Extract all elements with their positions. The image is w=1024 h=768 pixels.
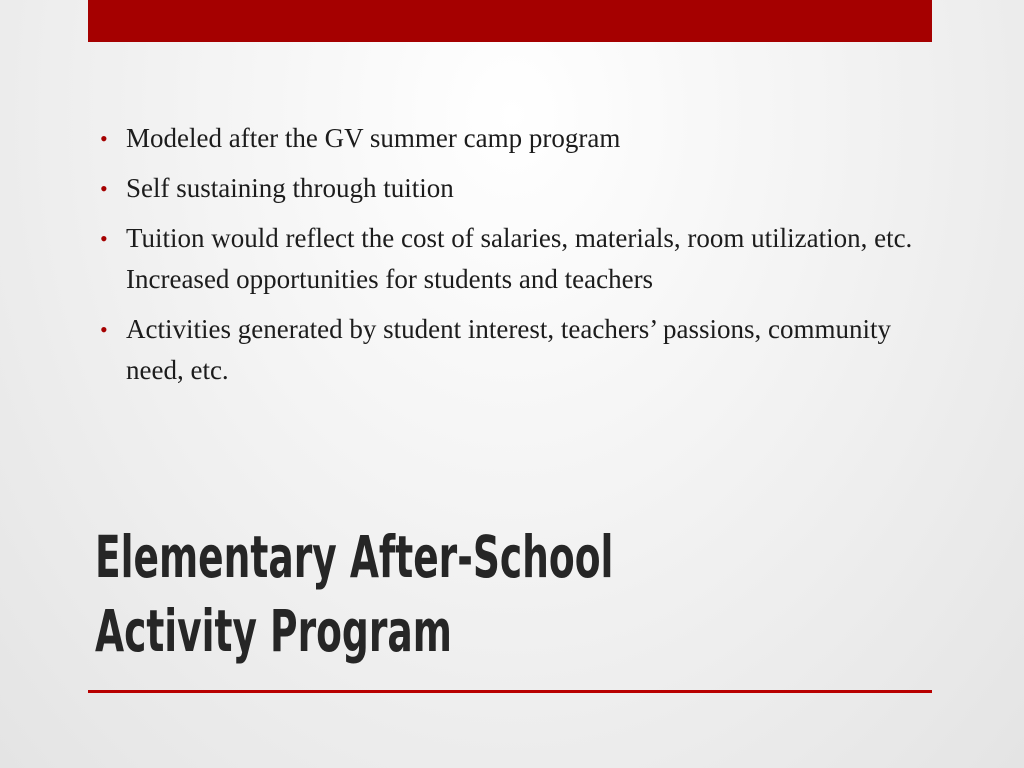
title-underline	[88, 690, 932, 693]
bullet-icon: •	[100, 176, 108, 201]
bullet-text: Tuition would reflect the cost of salaries, materials, room utilization, etc. Increased opportunities for students and teachers	[126, 223, 913, 294]
bullet-item	[98, 168, 918, 209]
bullet-item	[98, 118, 918, 159]
bullet-list	[98, 118, 918, 400]
bullet-text: Modeled after the GV summer camp program	[126, 123, 621, 153]
bullet-icon: •	[100, 126, 108, 151]
slide-title-line-1: Elementary After-School	[95, 523, 614, 591]
bullet-text: Activities generated by student interest, teachers’ passions, community need, etc.	[126, 314, 892, 385]
top-accent-bar	[88, 0, 932, 42]
bullet-icon: •	[100, 317, 108, 342]
bullet-item	[98, 218, 918, 300]
slide-title-line-2: Activity Program	[95, 597, 452, 665]
slide-title	[95, 520, 700, 668]
bullet-text: Self sustaining through tuition	[126, 173, 454, 203]
bullet-icon: •	[100, 226, 108, 251]
bullet-item	[98, 309, 918, 391]
